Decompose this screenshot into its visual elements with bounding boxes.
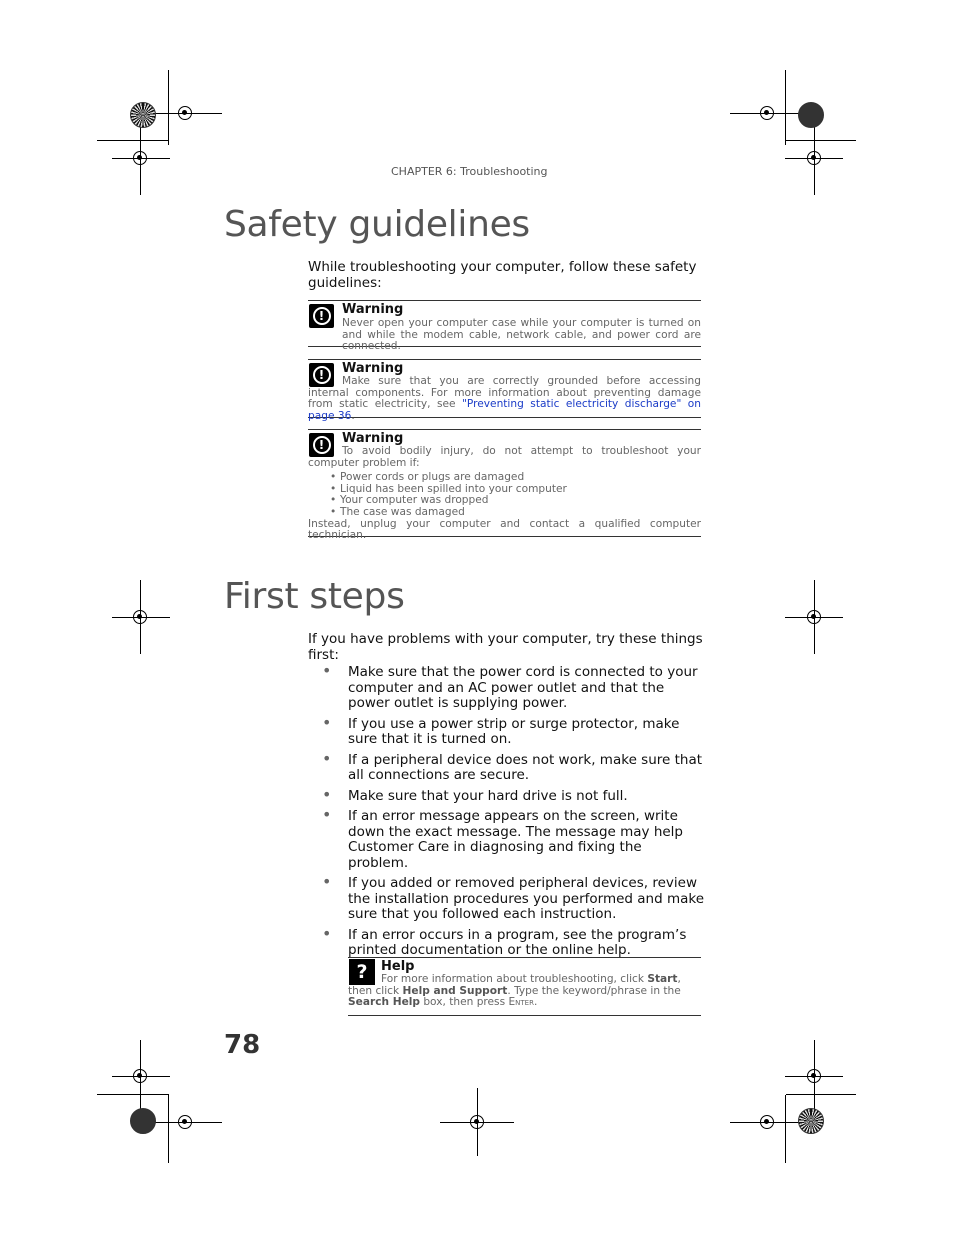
warning-note-2: ! Warning Make sure that you are correctly grounded before accessing internal components. For more information about preventing damage from static electricity, see "Preventing static electricity discharge" on page 36. [308, 361, 701, 422]
warning-title: Warning [342, 361, 404, 376]
list-item: • Your computer was dropped [330, 495, 701, 507]
list-item: • If an error message appears on the screen, write down the exact message. The message may help Customer Care in diagnosing and fixing the problem. [320, 809, 705, 871]
safety-heading: Safety guidelines [224, 204, 530, 245]
warning-text: Never open your computer case while your computer is turned on and while the modem cable, network cable, and power cord are connected. [342, 317, 701, 353]
warning-icon: ! [309, 304, 334, 328]
static-discharge-link[interactable]: "Preventing static electricity discharge" on page 36 [308, 398, 701, 422]
list-item: • Liquid has been spilled into your computer [330, 484, 701, 496]
list-item: • Power cords or plugs are damaged [330, 472, 701, 484]
first-steps-list [320, 665, 705, 964]
first-steps-heading: First steps [224, 576, 405, 617]
warning-icon: ! [309, 433, 334, 457]
warning-icon: ! [309, 363, 334, 387]
warning-note-1 [308, 300, 701, 353]
first-steps-intro: If you have problems with your computer, try these things first: [308, 631, 703, 663]
list-item: • The case was damaged [330, 507, 701, 519]
help-note: ? Help For more information about troubleshooting, click Start, then click Help and Support. Type the keyword/phrase in the Search Help box, then press Enter. [348, 957, 701, 1016]
running-head: CHAPTER 6: Troubleshooting [391, 165, 548, 178]
list-item: • If a peripheral device does not work, make sure that all connections are secure. [320, 753, 705, 784]
warning-condition-list [308, 472, 701, 518]
warning-title: Warning [342, 431, 404, 446]
help-title: Help [381, 959, 415, 974]
enter-key-label: Enter [508, 996, 534, 1009]
warning-title: Warning [342, 302, 404, 317]
help-icon: ? [349, 959, 375, 985]
warning-closing: Instead, unplug your computer and contact a qualified computer technician. [308, 517, 701, 542]
warning-text: Make sure that you are correctly grounded before accessing internal components. For more information about preventing damage from static electricity, see [308, 375, 701, 411]
list-item: • If you added or removed peripheral devices, review the installation procedures you performed and make sure that you followed each instruction. [320, 876, 705, 923]
warning-note-3 [308, 429, 701, 542]
warning-text: To avoid bodily injury, do not attempt to troubleshoot your computer problem if: [308, 445, 701, 469]
search-help-label: Search Help [348, 996, 420, 1009]
page-number: 78 [224, 1030, 261, 1060]
list-item: • If you use a power strip or surge protector, make sure that it is turned on. [320, 717, 705, 748]
list-item: • Make sure that the power cord is connected to your computer and an AC power outlet and that the power outlet is supplying power. [320, 665, 705, 712]
list-item: • If an error occurs in a program, see the program’s printed documentation or the online help. [320, 928, 705, 959]
start-label: Start [647, 973, 678, 985]
help-and-support-label: Help and Support [402, 984, 508, 997]
safety-intro: While troubleshooting your computer, follow these safety guidelines: [308, 259, 697, 291]
list-item: • Make sure that your hard drive is not full. [320, 789, 705, 805]
